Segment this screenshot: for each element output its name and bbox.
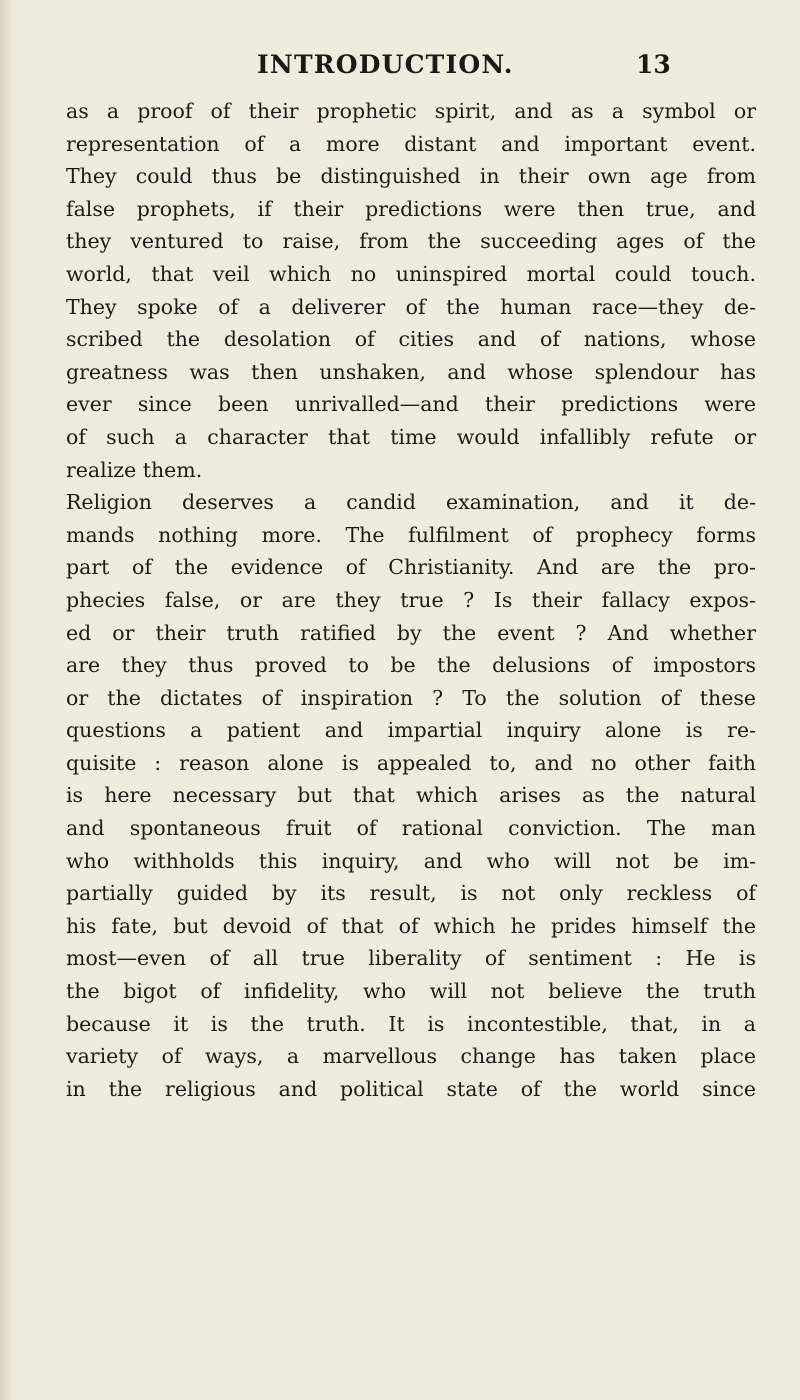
- text-line: scribed the desolation of cities and of nations, whose: [66, 327, 756, 352]
- text-line: are they thus proved to be the delusions of impostors: [66, 653, 756, 678]
- text-line: of such a character that time would infallibly refute or: [66, 424, 756, 449]
- text-line: questions a patient and impartial inquiry alone is re-: [66, 718, 756, 743]
- text-line: quisite : reason alone is appealed to, and no other faith: [66, 750, 756, 775]
- text-line: they ventured to raise, from the succeeding ages of the: [66, 229, 756, 254]
- text-line: partially guided by its result, is not only reckless of: [66, 881, 756, 906]
- text-line: part of the evidence of Christianity. And are the pro-: [66, 555, 756, 580]
- text-line: phecies false, or are they true ? Is their fallacy expos-: [66, 587, 756, 612]
- text-line: in the religious and political state of the world since: [66, 1076, 756, 1101]
- text-line: the bigot of infidelity, who will not believe the truth: [66, 979, 756, 1004]
- text-line: and spontaneous fruit of rational conviction. The man: [66, 816, 756, 841]
- text-line: who withholds this inquiry, and who will not be im-: [66, 848, 756, 873]
- text-line: because it is the truth. It is incontestible, that, in a: [66, 1011, 756, 1036]
- text-line: Religion deserves a candid examination, and it de-: [66, 490, 756, 515]
- text-line: ever since been unrivalled—and their predictions were: [66, 392, 756, 417]
- text-line: They could thus be distinguished in their own age from: [66, 164, 756, 189]
- page-number: 13: [636, 50, 671, 79]
- page-gutter-shadow: [0, 0, 14, 1400]
- text-line: his fate, but devoid of that of which he prides himself the: [66, 913, 756, 938]
- text-line: as a proof of their prophetic spirit, and as a symbol or: [66, 99, 756, 123]
- text-line: ed or their truth ratified by the event ? And whether: [66, 620, 756, 645]
- text-line: representation of a more distant and important event.: [66, 131, 756, 156]
- text-line: greatness was then unshaken, and whose splendour has: [66, 359, 756, 384]
- text-line: is here necessary but that which arises as the natural: [66, 783, 756, 808]
- text-line: They spoke of a deliverer of the human race—they de-: [66, 294, 756, 319]
- text-line: realize them.: [66, 457, 203, 482]
- running-head: INTRODUCTION.: [257, 50, 514, 79]
- page-header: [0, 50, 800, 90]
- body-text: [66, 95, 756, 1105]
- text-line: world, that veil which no uninspired mortal could touch.: [66, 261, 756, 286]
- text-line: most—even of all true liberality of sentiment : He is: [66, 946, 756, 971]
- text-line: or the dictates of inspiration ? To the solution of these: [66, 685, 756, 710]
- text-line: false prophets, if their predictions were then true, and: [66, 196, 756, 221]
- text-line: variety of ways, a marvellous change has taken place: [66, 1044, 756, 1069]
- text-line: mands nothing more. The fulfilment of prophecy forms: [66, 522, 756, 547]
